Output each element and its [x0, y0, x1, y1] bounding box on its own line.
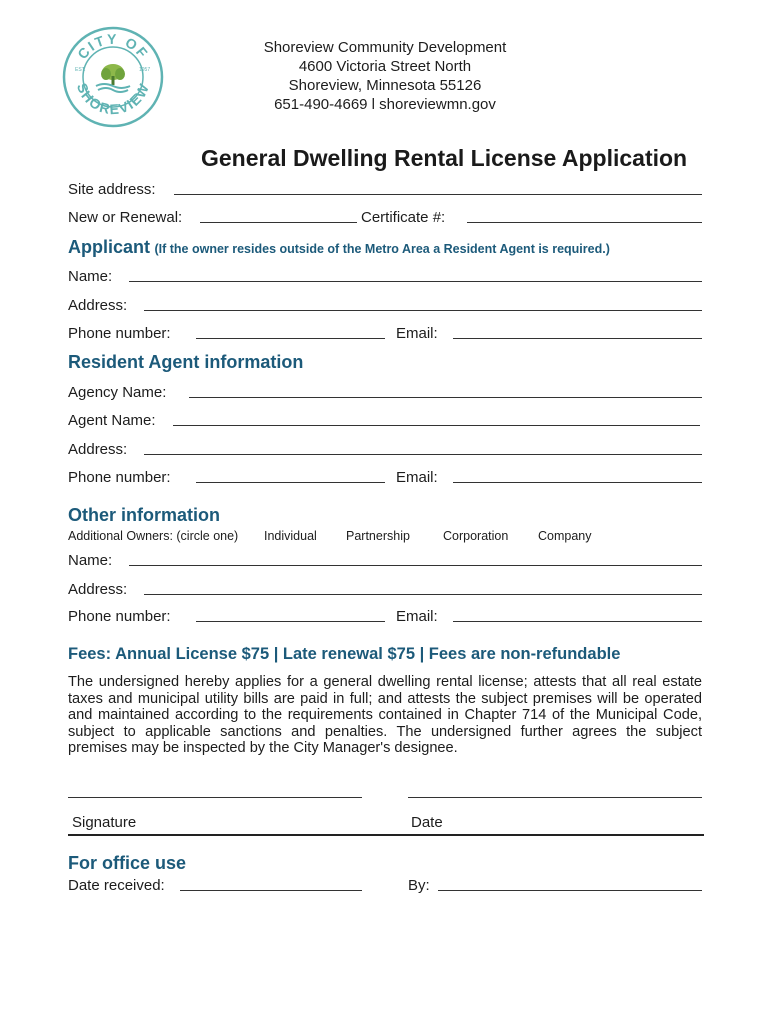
new-or-renewal-field[interactable] — [200, 222, 357, 223]
other-phone-field[interactable] — [196, 621, 385, 622]
agency-name-field[interactable] — [189, 397, 702, 398]
org-city: Shoreview, Minnesota 55126 — [288, 77, 482, 94]
applicant-name-label: Name: — [68, 268, 113, 285]
org-street: 4600 Victoria Street North — [298, 58, 472, 75]
signature-label: Signature — [72, 814, 137, 831]
date-received-label: Date received: — [68, 877, 165, 894]
agent-name-label: Agent Name: — [68, 412, 156, 429]
applicant-address-field[interactable] — [144, 310, 702, 311]
agent-heading: Resident Agent information — [68, 352, 304, 372]
office-heading: For office use — [68, 853, 187, 873]
statement-paragraph: The undersigned hereby applies for a general dwelling rental license; attests that all real estate taxes and municipal utility bills are paid in full; and attests the subject premises will be operated and maintained according to the requirements contained in Chapter 714 of the Municipal Code, subject to applicable sanctions and penalties. The undersigned further agrees the subject premises may be inspected by the City Manager's designee. — [68, 674, 702, 756]
by-label: By: — [408, 877, 430, 894]
agent-address-field[interactable] — [144, 454, 702, 455]
applicant-phone-label: Phone number: — [68, 325, 171, 342]
by-field[interactable] — [438, 890, 702, 891]
section-divider — [68, 834, 704, 836]
date-field[interactable] — [408, 797, 702, 798]
owner-option-individual[interactable]: Individual — [264, 529, 317, 543]
applicant-phone-field[interactable] — [196, 338, 385, 339]
svg-text:CITY OF: CITY OF — [74, 30, 153, 63]
signature-field[interactable] — [68, 797, 362, 798]
new-or-renewal-label: New or Renewal: — [68, 209, 183, 226]
other-email-label: Email: — [396, 608, 438, 625]
date-received-field[interactable] — [180, 890, 362, 891]
certificate-field[interactable] — [467, 222, 702, 223]
agency-name-label: Agency Name: — [68, 384, 167, 401]
other-name-field[interactable] — [129, 565, 702, 566]
site-address-field[interactable] — [174, 194, 702, 195]
other-phone-label: Phone number: — [68, 608, 171, 625]
fees-heading: Fees: Annual License $75 | Late renewal $75 | Fees are non-refundable — [68, 645, 621, 663]
svg-text:EST.: EST. — [75, 67, 86, 73]
agent-email-field[interactable] — [453, 482, 702, 483]
site-address-label: Site address: — [68, 181, 156, 198]
applicant-heading: Applicant — [68, 237, 151, 257]
agent-phone-label: Phone number: — [68, 469, 171, 486]
other-address-field[interactable] — [144, 594, 702, 595]
owner-option-company[interactable]: Company — [538, 529, 592, 543]
agent-address-label: Address: — [68, 441, 128, 458]
svg-text:1957: 1957 — [139, 67, 151, 73]
other-name-label: Name: — [68, 552, 113, 569]
applicant-heading-row — [68, 237, 610, 258]
org-contact: 651-490-4669 l shoreviewmn.gov — [274, 96, 496, 113]
other-email-field[interactable] — [453, 621, 702, 622]
certificate-label: Certificate #: — [361, 209, 446, 226]
additional-owners-label: Additional Owners: (circle one) — [68, 529, 239, 543]
agent-name-field[interactable] — [173, 425, 700, 426]
applicant-note: (If the owner resides outside of the Metro Area a Resident Agent is required.) — [154, 242, 610, 256]
owner-option-partnership[interactable]: Partnership — [346, 529, 410, 543]
owner-option-corporation[interactable]: Corporation — [443, 529, 509, 543]
applicant-address-label: Address: — [68, 297, 128, 314]
applicant-email-label: Email: — [396, 325, 438, 342]
svg-text:SHOREVIEW: SHOREVIEW — [73, 80, 153, 118]
agent-email-label: Email: — [396, 469, 438, 486]
other-heading: Other information — [68, 505, 220, 525]
agent-phone-field[interactable] — [196, 482, 385, 483]
applicant-name-field[interactable] — [129, 281, 702, 282]
applicant-email-field[interactable] — [453, 338, 702, 339]
date-label: Date — [411, 814, 443, 831]
other-address-label: Address: — [68, 581, 128, 598]
org-name: Shoreview Community Development — [263, 39, 507, 56]
page-title: General Dwelling Rental License Application — [201, 145, 688, 171]
